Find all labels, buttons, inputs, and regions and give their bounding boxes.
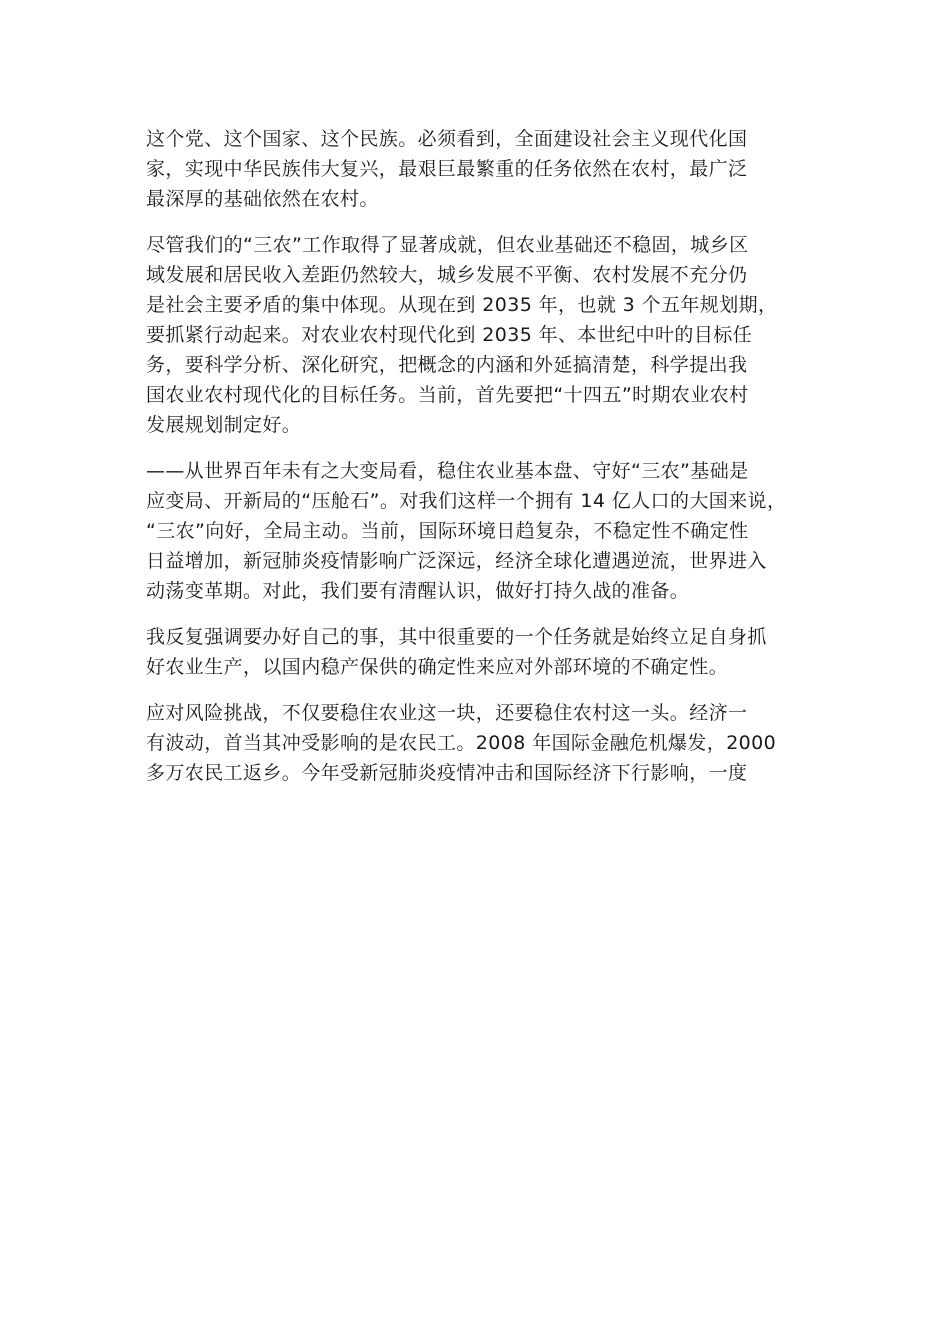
text-line: 多万农民工返乡。今年受新冠肺炎疫情冲击和国际经济下行影响，一度 xyxy=(146,762,748,784)
text-line: 域发展和居民收入差距仍然较大，城乡发展不平衡、农村发展不充分仍 xyxy=(146,264,748,286)
text-line: 我反复强调要办好自己的事，其中很重要的一个任务就是始终立足自身抓 xyxy=(146,626,767,648)
text-line: 家，实现中华民族伟大复兴，最艰巨最繁重的任务依然在农村，最广泛 xyxy=(146,158,748,180)
text-line: 尽管我们的“三农”工作取得了显著成就，但农业基础还不稳固，城乡区 xyxy=(146,234,749,256)
text-line: 有波动，首当其冲受影响的是农民工。2008 年国际金融危机爆发，2000 xyxy=(146,732,777,754)
text-line: 是社会主要矛盾的集中体现。从现在到 2035 年，也就 3 个五年规划期， xyxy=(146,294,778,316)
text-line: 这个党、这个国家、这个民族。必须看到，全面建设社会主义现代化国 xyxy=(146,128,748,150)
text-line: 动荡变革期。对此，我们要有清醒认识，做好打持久战的准备。 xyxy=(146,580,690,602)
text-line: 好农业生产，以国内稳产保供的确定性来应对外部环境的不确定性。 xyxy=(146,656,729,678)
paragraph-4 xyxy=(146,622,846,682)
text-line: 应变局、开新局的“压舱石”。对我们这样一个拥有 14 亿人口的大国来说， xyxy=(146,490,787,512)
text-line: 应对风险挑战，不仅要稳住农业这一块，还要稳住农村这一头。经济一 xyxy=(146,702,748,724)
text-line: 最深厚的基础依然在农村。 xyxy=(146,188,379,210)
text-line: 务，要科学分析、深化研究，把概念的内涵和外延搞清楚，科学提出我 xyxy=(146,354,748,376)
paragraph-2 xyxy=(146,230,846,440)
text-line: “三农”向好，全局主动。当前，国际环境日趋复杂，不稳定性不确定性 xyxy=(146,520,749,542)
body-text xyxy=(146,124,846,804)
paragraph-5 xyxy=(146,698,846,788)
text-line: 发展规划制定好。 xyxy=(146,414,302,436)
paragraph-3 xyxy=(146,456,846,606)
text-line: 国农业农村现代化的目标任务。当前，首先要把“十四五”时期农业农村 xyxy=(146,384,749,406)
text-line: 要抓紧行动起来。对农业农村现代化到 2035 年、本世纪中叶的目标任 xyxy=(146,324,753,346)
text-line: 日益增加，新冠肺炎疫情影响广泛深远，经济全球化遭遇逆流，世界进入 xyxy=(146,550,767,572)
text-line: ——从世界百年未有之大变局看，稳住农业基本盘、守好“三农”基础是 xyxy=(146,460,749,482)
paragraph-1 xyxy=(146,124,846,214)
